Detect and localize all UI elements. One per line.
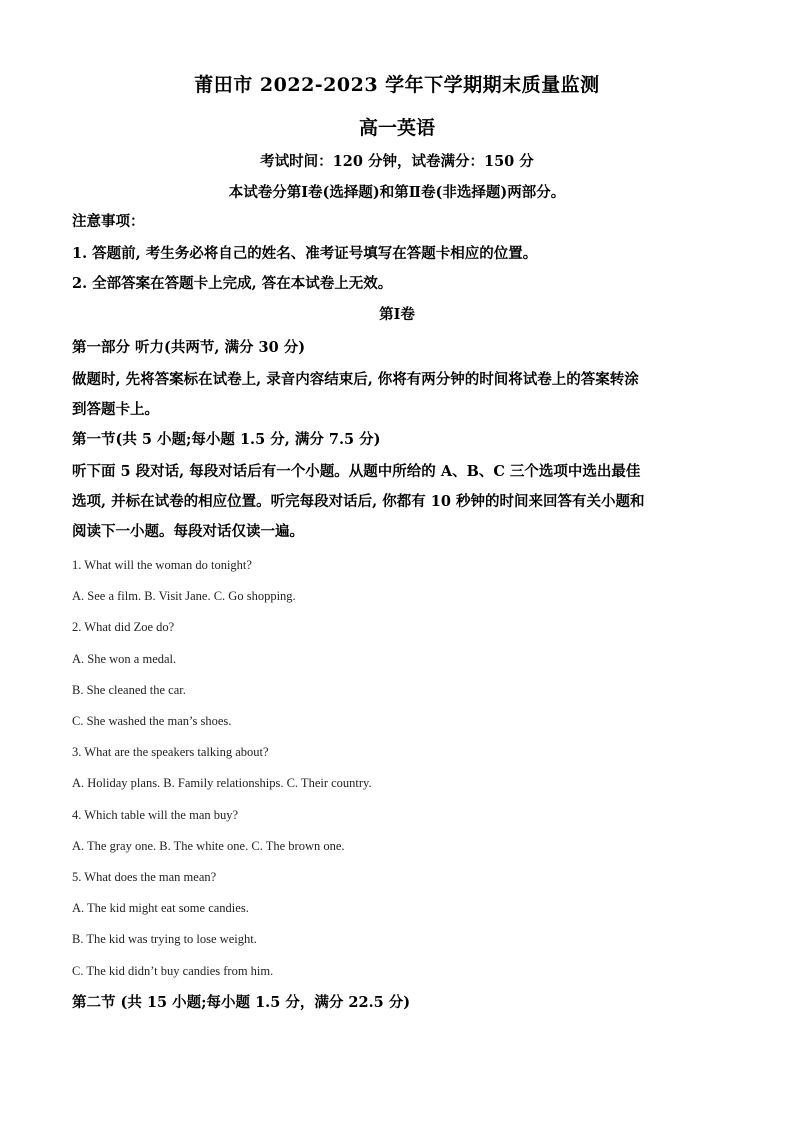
notes-heading: 注意事项： <box>72 213 145 230</box>
section1-instruction-line-3: 阅读下一小题。每段对话仅读一遍。 <box>72 523 304 540</box>
question-4-options: A. The gray one. B. The white one. C. The brown one. <box>72 839 345 853</box>
section2-heading: 第二节 (共 15 小题;每小题 1.5 分，满分 22.5 分) <box>72 994 411 1011</box>
exam-timing: 考试时间：120 分钟，试卷满分：150 分 <box>260 153 534 170</box>
notes-item-2: 2. 全部答案在答题卡上完成, 答在本试卷上无效。 <box>72 275 393 292</box>
question-2-option-c: C. She washed the man’s shoes. <box>72 714 232 728</box>
question-3-options: A. Holiday plans. B. Family relationships. C. Their country. <box>72 776 372 790</box>
notes-item-1: 1. 答题前, 考生务必将自己的姓名、准考证号填写在答题卡相应的位置。 <box>72 245 538 262</box>
question-5-option-b: B. The kid was trying to lose weight. <box>72 932 257 946</box>
question-1: 1. What will the woman do tonight? <box>72 558 252 572</box>
question-5: 5. What does the man mean? <box>72 870 217 884</box>
part1-instruction-line-1: 做题时, 先将答案标在试卷上, 录音内容结束后, 你将有两分钟的时间将试卷上的答案转涂 <box>72 371 639 388</box>
section1-instruction <box>72 457 722 547</box>
question-4: 4. Which table will the man buy? <box>72 808 239 822</box>
part1-instruction <box>72 365 722 425</box>
exam-subject: 高一英语 <box>358 117 435 139</box>
question-3: 3. What are the speakers talking about? <box>72 745 269 759</box>
exam-title: 莆田市 2022-2023 学年下学期期末质量监测 <box>194 74 600 96</box>
exam-volumes-note: 本试卷分第Ⅰ卷(选择题)和第Ⅱ卷(非选择题)两部分。 <box>228 184 566 201</box>
part1-heading: 第一部分 听力(共两节, 满分 30 分) <box>72 339 306 356</box>
question-2-option-b: B. She cleaned the car. <box>72 683 186 697</box>
question-2-option-a: A. She won a medal. <box>72 652 177 666</box>
question-1-options: A. See a film. B. Visit Jane. C. Go shopping. <box>72 589 296 603</box>
question-5-option-a: A. The kid might eat some candies. <box>72 901 249 915</box>
section1-instruction-line-2: 选项, 并标在试卷的相应位置。听完每段对话后, 你都有 10 秒钟的时间来回答有关小题和 <box>72 493 645 510</box>
part1-instruction-line-2: 到答题卡上。 <box>72 401 159 418</box>
question-2: 2. What did Zoe do? <box>72 620 175 634</box>
volume-1-title: 第Ⅰ卷 <box>379 306 415 323</box>
section1-heading: 第一节(共 5 小题;每小题 1.5 分, 满分 7.5 分) <box>72 431 381 448</box>
section1-instruction-line-1: 听下面 5 段对话, 每段对话后有一个小题。从题中所给的 A、B、C 三个选项中选出最佳 <box>72 463 641 480</box>
question-5-option-c: C. The kid didn’t buy candies from him. <box>72 964 274 978</box>
